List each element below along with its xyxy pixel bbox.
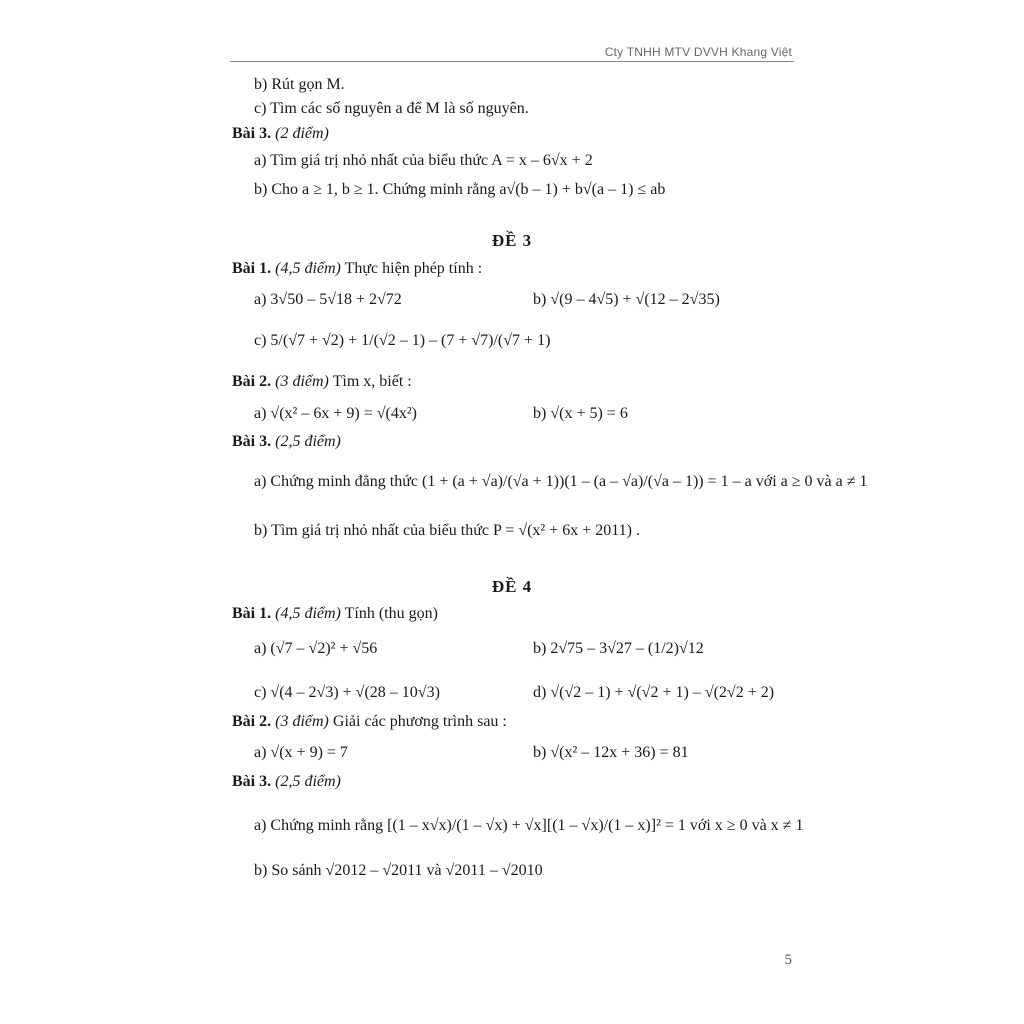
problem-2a: a) √(x + 9) = 7	[254, 744, 348, 761]
exercise-2-heading	[232, 712, 507, 732]
problem-1c: c) √(4 – 2√3) + √(28 – 10√3)	[254, 684, 440, 701]
problem-3a: a) Chứng minh rằng [(1 – x√x)/(1 – √x) + √x][(1 – √x)/(1 – x)]² = 1 với x ≥ 0 và x ≠ 1	[254, 817, 804, 834]
problem-1b: b) √(9 – 4√5) + √(12 – 2√35)	[533, 291, 720, 308]
problem-3a: a) Chứng minh đẳng thức (1 + (a + √a)/(√a + 1))(1 – (a – √a)/(√a – 1)) = 1 – a với a ≥ 0 và a ≠ 1	[254, 473, 868, 490]
exercise-label: Bài 1.	[232, 605, 272, 622]
exercise-1-heading	[232, 604, 438, 624]
exercise-3-heading	[232, 124, 329, 144]
problem-1d: d) √(√2 – 1) + √(√2 + 1) – √(2√2 + 2)	[533, 684, 775, 701]
exam-4-title: ĐỀ 4	[491, 577, 533, 596]
exercise-label: Bài 2.	[232, 713, 272, 730]
problem-3b: b) Cho a ≥ 1, b ≥ 1. Chứng minh rằng a√(b – 1) + b√(a – 1) ≤ ab	[254, 181, 666, 198]
exercise-points: (3 điểm)	[275, 373, 329, 390]
problem-2b: b) √(x + 5) = 6	[533, 405, 628, 422]
exercise-instruction: Tính (thu gọn)	[344, 605, 438, 622]
problem-3a: a) Tìm giá trị nhỏ nhất của biểu thức A = x – 6√x + 2	[254, 152, 593, 169]
exercise-instruction: Thực hiện phép tính :	[344, 260, 483, 277]
exercise-points: (4,5 điểm)	[275, 605, 341, 622]
problem-1b: b) 2√75 – 3√27 – (1/2)√12	[533, 640, 704, 657]
exercise-instruction: Tìm x, biết :	[332, 373, 412, 390]
exercise-label: Bài 3.	[232, 125, 272, 142]
header-rule	[230, 61, 794, 62]
problem-2a: a) √(x² – 6x + 9) = √(4x²)	[254, 405, 417, 422]
problem-1a: a) 3√50 – 5√18 + 2√72	[254, 291, 402, 308]
exercise-label: Bài 3.	[232, 433, 272, 450]
exercise-2-heading	[232, 372, 412, 392]
exercise-points: (3 điểm)	[275, 713, 329, 730]
exercise-points: (2,5 điểm)	[275, 433, 341, 450]
exercise-3-heading	[232, 772, 341, 792]
problem-2b: b) √(x² – 12x + 36) = 81	[533, 744, 689, 761]
problem-3b: b) So sánh √2012 – √2011 và √2011 – √2010	[254, 862, 543, 879]
exercise-3-heading	[232, 432, 341, 452]
exercise-label: Bài 1.	[232, 260, 272, 277]
problem-2b: b) Rút gọn M.	[254, 76, 345, 93]
problem-2c: c) Tìm các số nguyên a để M là số nguyên.	[254, 100, 529, 117]
exercise-points: (2,5 điểm)	[275, 773, 341, 790]
publisher-header: Cty TNHH MTV DVVH Khang Việt	[604, 45, 792, 59]
exam-3-title: ĐỀ 3	[491, 231, 533, 250]
page-number: 5	[784, 952, 792, 968]
problem-1c: c) 5/(√7 + √2) + 1/(√2 – 1) – (7 + √7)/(√7 + 1)	[254, 332, 551, 349]
exercise-points: (2 điểm)	[275, 125, 329, 142]
exercise-label: Bài 3.	[232, 773, 272, 790]
exercise-1-heading	[232, 259, 482, 279]
exercise-label: Bài 2.	[232, 373, 272, 390]
exercise-points: (4,5 điểm)	[275, 260, 341, 277]
exercise-instruction: Giải các phương trình sau :	[332, 713, 507, 730]
problem-1a: a) (√7 – √2)² + √56	[254, 640, 378, 657]
problem-3b: b) Tìm giá trị nhỏ nhất của biểu thức P = √(x² + 6x + 2011) .	[254, 522, 640, 539]
